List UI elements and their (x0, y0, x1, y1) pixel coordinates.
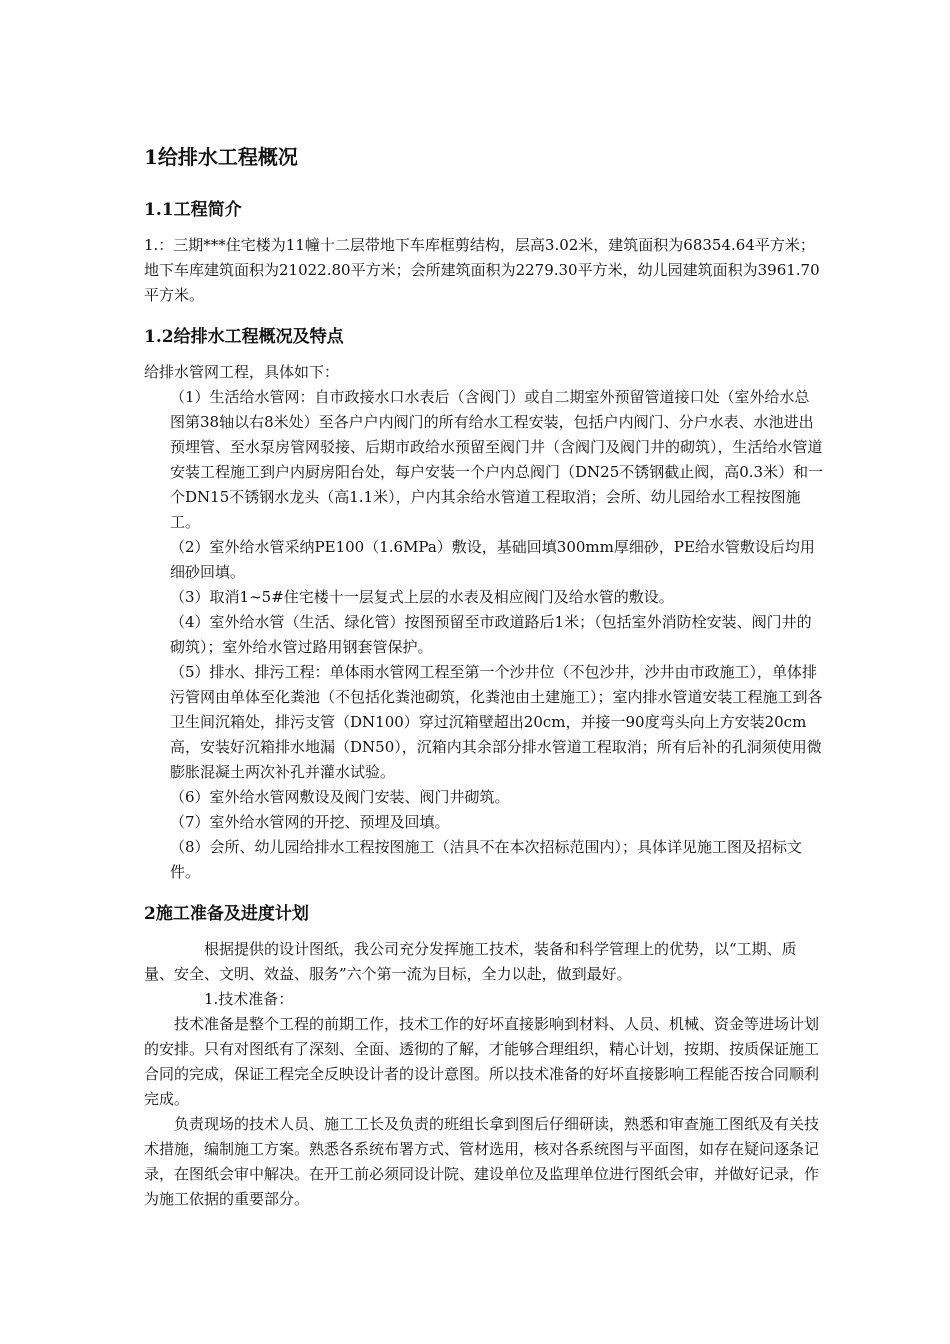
list-item: （1）生活给水管网：自市政接水口水表后（含阀门）或自二期室外预留管道接口处（室外给水总图第38轴以右8米处）至各户户内阀门的所有给水工程安装，包括户内阀门、分户水表、水池进出预埋管、至水泵房管网驳接、后期市政给水预留至阀门井（含阀门及阀门井的砌筑），生活给水管道安装工程施工到户内厨房阳台处，每户安装一个户内总阀门（DN25不锈钢截止阀，高0.3米）和一个DN15不锈钢水龙头（高1.1米），户内其余给水管道工程取消；会所、幼儿园给水工程按图施工。 (170, 388, 824, 531)
heading-2: 2施工准备及进度计划 (144, 904, 309, 924)
list-item: （2）室外给水管采纳PE100（1.6MPa）敷设，基础回填300mm厚细砂，PE给水管敷设后均用细砂回填。 (170, 538, 815, 581)
heading-1-1: 1.1工程简介 (144, 200, 242, 220)
heading-1: 1给排水工程概况 (144, 145, 298, 169)
list-item: （5）排水、排污工程：单体雨水管网工程至第一个沙井位（不包沙井，沙井由市政施工），单体排污管网由单体至化粪池（不包括化粪池砌筑，化粪池由土建施工）；室内排水管道安装工程施工到各卫生间沉箱处，排污支管（DN100）穿过沉箱壁超出20cm，并接一90度弯头向上方安装20cm高，安装好沉箱排水地漏（DN50），沉箱内其余部分排水管道工程取消；所有后补的孔洞须使用微膨胀混凝土两次补孔并灌水试验。 (170, 663, 823, 781)
pipe-network-intro: 给排水管网工程，具体如下： (144, 363, 340, 381)
pipe-network-list (144, 385, 824, 885)
list-item: （7）室外给水管网的开挖、预埋及回填。 (170, 813, 450, 831)
list-item: （8）会所、幼儿园给排水工程按图施工（洁具不在本次招标范围内）；具体详见施工图及招标文件。 (170, 838, 803, 881)
preparation-paragraph: 根据提供的设计图纸，我公司充分发挥施工技术，装备和科学管理上的优势，以“工期、质量、安全、文明、效益、服务”六个第一流为目标，全力以赴，做到最好。 (144, 940, 797, 983)
document-body (144, 141, 824, 1212)
list-item: （6）室外给水管网敷设及阀门安装、阀门井砌筑。 (170, 788, 510, 806)
heading-1-2: 1.2给排水工程概况及特点 (144, 327, 344, 347)
list-item: （3）取消1~5#住宅楼十一层复式上层的水表及相应阀门及给水管的敷设。 (170, 588, 674, 606)
list-item: （4）室外给水管（生活、绿化管）按图预留至市政道路后1米；（包括室外消防栓安装、阀门井的砌筑）；室外给水管过路用钢套管保护。 (170, 613, 812, 656)
technical-prep-subheading: 1.技术准备： (204, 990, 294, 1008)
project-intro-paragraph: 1.：三期***住宅楼为11幢十二层带地下车库框剪结构，层高3.02米，建筑面积为68354.64平方米；地下车库建筑面积为21022.80平方米；会所建筑面积为2279.30平方米，幼儿园建筑面积为3961.70平方米。 (144, 236, 820, 304)
technical-prep-paragraph: 技术准备是整个工程的前期工作，技术工作的好坏直接影响到材料、人员、机械、资金等进场计划的安排。只有对图纸有了深刻、全面、透彻的了解，才能够合理组织，精心计划，按期、按质保证施工合同的完成，保证工程完全反映设计者的设计意图。所以技术准备的好坏直接影响工程能否按合同顺利完成。 (144, 1015, 820, 1108)
drawing-review-paragraph: 负责现场的技术人员、施工工长及负责的班组长拿到图后仔细研读，熟悉和审查施工图纸及有关技术措施，编制施工方案。熟悉各系统布署方式、管材选用，核对各系统图与平面图，如存在疑问逐条记录，在图纸会审中解决。在开工前必须同设计院、建设单位及监理单位进行图纸会审，并做好记录，作为施工依据的重要部分。 (144, 1115, 820, 1208)
